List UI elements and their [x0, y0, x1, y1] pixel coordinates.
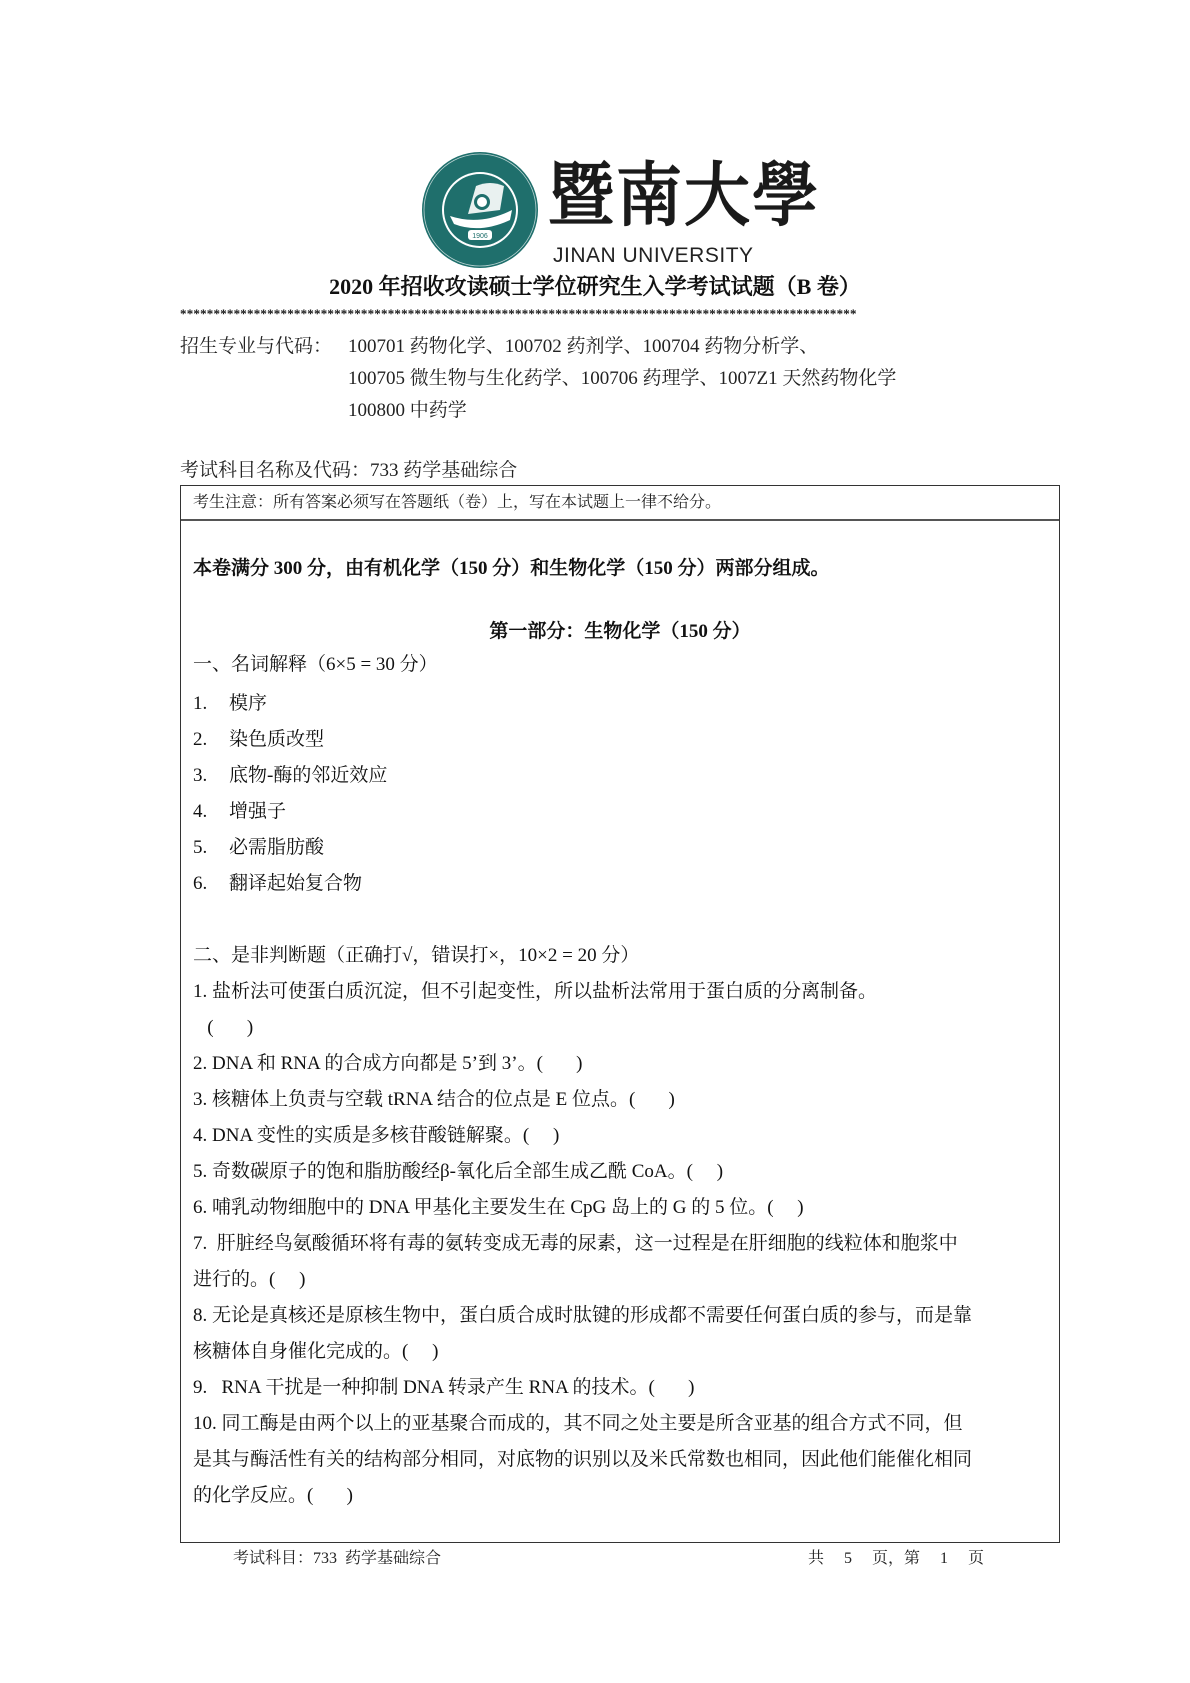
subject-name-code: 考试科目名称及代码：733 药学基础综合: [180, 460, 518, 481]
footer-page-info: 共 5 页，第 1 页: [808, 1550, 985, 1567]
paper-summary: 本卷满分 300 分，由有机化学（150 分）和生物化学（150 分）两部分组成。: [193, 558, 830, 579]
section-title: 二、是非判断题（正确打√，错误打×，10×2 = 20 分）: [193, 945, 640, 966]
question-line: 5. 奇数碳原子的饱和脂肪酸经β-氧化后全部生成乙酰 CoA。( ): [193, 1161, 724, 1182]
exam-content-box: [180, 485, 1060, 1543]
question-line: 进行的。( ): [193, 1269, 306, 1290]
item-text: 模序: [229, 693, 268, 714]
majors-label: 招生专业与代码：: [180, 336, 333, 357]
majors-line: 100701 药物化学、100702 药剂学、100704 药物分析学、: [348, 336, 819, 357]
item-text: 翻译起始复合物: [229, 873, 363, 894]
term-item: [193, 871, 362, 897]
item-text: 染色质改型: [229, 729, 325, 750]
star-divider: *****************************************************************************************************: [180, 306, 857, 321]
question-line: ( ): [193, 1017, 254, 1038]
svg-text:1906: 1906: [472, 233, 488, 240]
question-line: 2. DNA 和 RNA 的合成方向都是 5’到 3’。( ): [193, 1053, 583, 1074]
university-seal-icon: [420, 150, 540, 270]
item-number: 5.: [193, 837, 208, 858]
item-text: 增强子: [229, 801, 287, 822]
item-number: 3.: [193, 765, 208, 786]
item-number: 6.: [193, 873, 208, 894]
item-text: 必需脂肪酸: [229, 837, 325, 858]
question-line: 3. 核糖体上负责与空载 tRNA 结合的位点是 E 位点。( ): [193, 1089, 675, 1110]
question-line: 的化学反应。( ): [193, 1485, 353, 1506]
term-item: [193, 763, 387, 789]
majors-line: 100705 微生物与生化药学、100706 药理学、1007Z1 天然药物化学: [348, 368, 897, 389]
question-line: 8. 无论是真核还是原核生物中，蛋白质合成时肽键的形成都不需要任何蛋白质的参与，而是靠: [193, 1305, 973, 1326]
term-item: [193, 799, 286, 825]
exam-title: 2020 年招收攻读硕士学位研究生入学考试试题（B 卷）: [329, 274, 861, 299]
question-line: 1. 盐析法可使蛋白质沉淀，但不引起变性，所以盐析法常用于蛋白质的分离制备。: [193, 981, 878, 1002]
question-line: 核糖体自身催化完成的。( ): [193, 1341, 439, 1362]
footer-subject: 考试科目：733 药学基础综合: [233, 1550, 442, 1567]
term-item: [193, 691, 267, 717]
item-number: 1.: [193, 693, 208, 714]
section-title: 一、名词解释（6×5 = 30 分）: [193, 654, 438, 675]
question-line: 4. DNA 变性的实质是多核苷酸链解聚。( ): [193, 1125, 560, 1146]
question-line: 9. RNA 干扰是一种抑制 DNA 转录产生 RNA 的技术。( ): [193, 1377, 695, 1398]
term-item: [193, 727, 324, 753]
majors-line: 100800 中药学: [348, 400, 467, 421]
university-name-cn: 暨南大學: [548, 154, 820, 236]
question-line: 7. 肝脏经鸟氨酸循环将有毒的氨转变成无毒的尿素，这一过程是在肝细胞的线粒体和胞浆中: [193, 1233, 958, 1254]
university-name-en: JINAN UNIVERSITY: [553, 244, 754, 267]
term-item: [193, 835, 324, 861]
item-number: 2.: [193, 729, 208, 750]
part-title: 第一部分：生物化学（150 分）: [489, 621, 751, 642]
item-text: 底物-酶的邻近效应: [229, 765, 388, 786]
candidate-notice: 考生注意：所有答案必须写在答题纸（卷）上，写在本试题上一律不给分。: [181, 486, 1059, 521]
question-line: 是其与酶活性有关的结构部分相同，对底物的识别以及米氏常数也相同，因此他们能催化相同: [193, 1449, 973, 1470]
item-number: 4.: [193, 801, 208, 822]
question-line: 10. 同工酶是由两个以上的亚基聚合而成的，其不同之处主要是所含亚基的组合方式不同，但: [193, 1413, 963, 1434]
question-line: 6. 哺乳动物细胞中的 DNA 甲基化主要发生在 CpG 岛上的 G 的 5 位。( ): [193, 1197, 804, 1218]
